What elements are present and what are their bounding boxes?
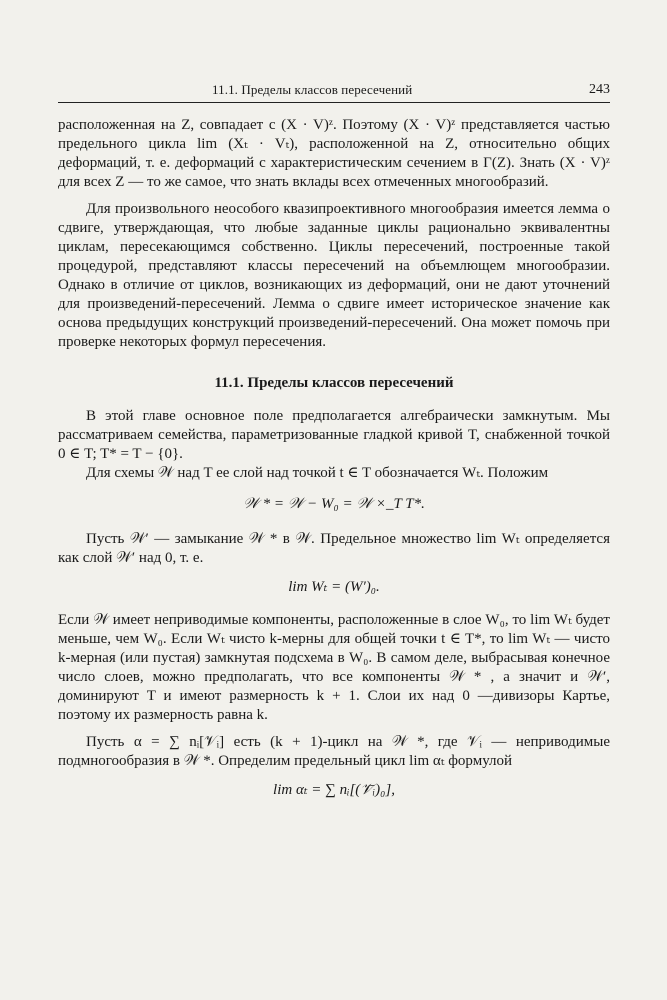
paragraph-limit-cycle: Пусть α = ∑ nᵢ[𝒱ᵢ] есть (k + 1)-цикл на 𝒲 *, где 𝒱ᵢ — неприводимые подмногообразия в 𝒲 *. Определим предельный цикл lim αₜ формулой [58,734,610,769]
formula-limit-set: lim Wₜ = (W′)₀. [288,579,380,595]
formula-limit-cycle: lim αₜ = ∑ nᵢ[(𝒱̄ᵢ)₀], [273,782,395,798]
paragraph-shift-lemma: Для произвольного неособого квазипроективного многообразия имеется лемма о сдвиге, утверждающая, что любые заданные циклы рационально эквивалентны циклам, пересекающимся собственно. Циклы пересечений, построенные такой процедурой, представляют классы пересечений на объемлющем многообразии. Однако в отличие от циклов, возникающих из деформаций, они не дают уточнений для произведений-пересечений. Лемма о сдвиге имеет историческое значение как основа предыдущих конструкций произведений-пересечений. Она может помочь при проверке некоторых формул пересечения. [58,201,610,350]
paragraph-closure: Пусть 𝒲′ — замыкание 𝒲 * в 𝒲. Предельное множество lim Wₜ определяется как слой 𝒲′ над 0, т. е. [58,531,610,566]
paragraph-continued: расположенная на Z, совпадает с (X · V)ᶻ. Поэтому (X · V)ᶻ представляется частью предельного цикла lim (Xₜ · Vₜ), расположенной на Z, относительно общих деформаций, т. е. деформаций с характеристическим сечением в Γ(Z). Знать (X · V)ᶻ для всех Z — то же самое, что знать вклады всех отмеченных многообразий. [58,117,610,190]
running-header [58,80,610,103]
running-title: 11.1. Пределы классов пересечений [212,82,413,97]
section-heading: 11.1. Пределы классов пересечений [214,375,454,391]
page-body [58,116,610,814]
formula-open-set: 𝒲 * = 𝒲 − W₀ = 𝒲 ×_T T*. [243,496,425,512]
paragraph-scheme: Для схемы 𝒲 над T ее слой над точкой t ∈ T обозначается Wₜ. Положим [86,465,549,481]
paragraph-intro: В этой главе основное поле предполагается алгебраически замкнутым. Мы рассматриваем семейства, параметризованные гладкой кривой T, снабженной точкой 0 ∈ T; T* = T − {0}. [58,408,610,462]
paragraph-components: Если 𝒲 имеет неприводимые компоненты, расположенные в слое W₀, то lim Wₜ будет меньше, чем W₀. Если Wₜ чисто k-мерны для общей точки t ∈ T*, то lim Wₜ — чисто k-мерная (или пустая) замкнутая подсхема в W₀. В самом деле, выбрасывая конечное число слоев, можно предполагать, что все компоненты 𝒲 * , а значит и 𝒲′, доминируют T и имеют размерность k + 1. Слои их над 0 —дивизоры Картье, поэтому их размерность равна k. [58,612,610,723]
page-number: 243 [589,82,610,97]
